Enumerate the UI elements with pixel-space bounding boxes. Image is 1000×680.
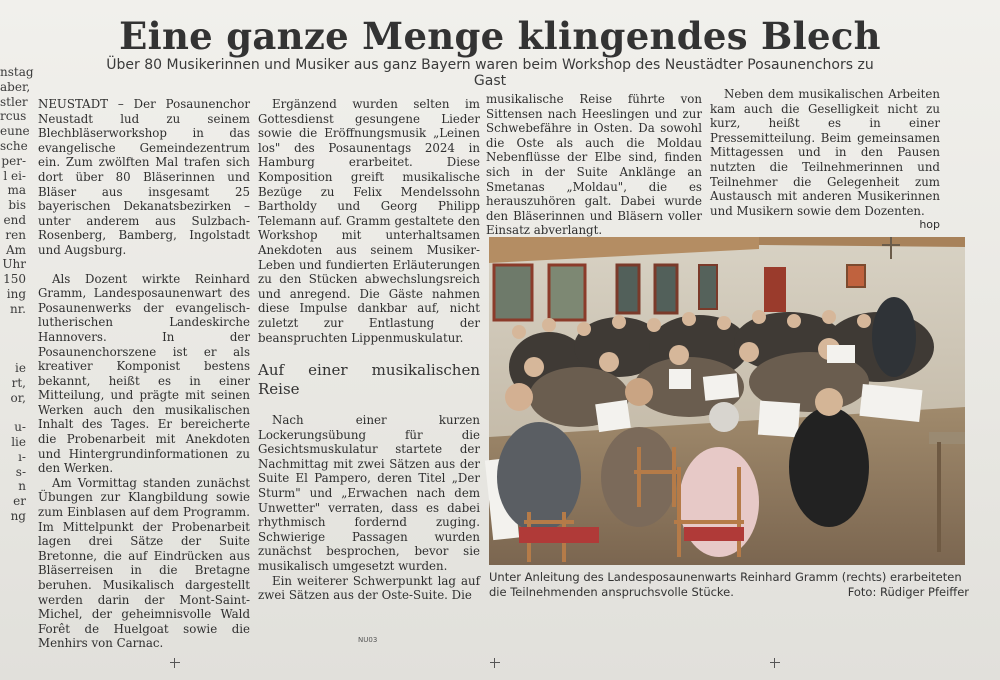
photo-credit: Foto: Rüdiger Pfeiffer (847, 585, 969, 599)
fragment-line (0, 405, 28, 420)
column-2 (258, 97, 480, 603)
fragment-line: or, (10, 390, 26, 405)
caption-text: Unter Anleitung des Landesposaunenwarts Reinhard Gramm (rechts) erarbeiteten die Teilnehmenden anspruchsvolle Stücke. (489, 570, 962, 599)
paragraph: Als Dozent wirkte Reinhard Gramm, Landesposaunenwart des Posaunenwerks der evangelisch-lutherischen Landeskirche Hannovers. In der Posaunenchorszene ist er als kreativer Komponist bestens bekannt, heißt es in einer Mitteilung, und prägte mit seinen Werken auch den musikalischen Inhalt des Tages. Er bereicherte die Probenarbeit mit Anekdoten und Hintergrundinformationen zu den Werken. (38, 271, 250, 476)
headline: Eine ganze Menge klingendes Blech (119, 14, 881, 58)
fragment-line: nr. (10, 301, 26, 316)
paragraph: NEUSTADT – Der Posaunenchor Neustadt lud zu seinem Blechbläserworkshop in das evangelische Gemeindezentrum ein. Zum zwölften Mal trafen sich dort über 80 Bläserinnen und Bläser aus insgesamt 25 bayerischen Dekanatsbezirken – unter anderem aus Sulzbach-Rosenberg, Bamberg, Ingolstadt und Augsburg. (38, 97, 250, 257)
fragment-line (0, 346, 28, 361)
fragment-line: stler (0, 94, 28, 109)
paragraph: Ein weiterer Schwerpunkt lag auf zwei Sätzen aus der Oste-Suite. Die (258, 573, 480, 603)
fragment-line: n (18, 479, 26, 494)
fragment-line: ı- (18, 449, 26, 464)
paragraph: musikalische Reise führte von Sittensen nach Heeslingen und zur Schwebefähre in Osten. Da sowohl die Oste als auch die Moldau Nebenflüsse der Elbe sind, finden sich in der Suite Anklänge an Smetanas „Moldau", die es herauszuhören galt. Dabei wurde den Bläserinnen und Bläsern voller Einsatz abverlangt. (486, 92, 702, 238)
fragment-line: l ei- (3, 168, 26, 183)
fragment-line: ie (15, 360, 26, 375)
registration-mark-icon (770, 658, 780, 668)
page-code: NU03 (358, 636, 378, 644)
fragment-line: u- (14, 420, 26, 435)
fragment-line: ing (6, 286, 26, 301)
subheadline: Über 80 Musikerinnen und Musiker aus ganz Bayern waren beim Workshop des Neustädter Posaunenchors zu Gast (106, 57, 874, 89)
section-subtitle: Auf einer musikalischen Reise (258, 361, 480, 399)
author-initials: hop (919, 218, 940, 232)
column-4 (710, 87, 940, 233)
fragment-line: Am (5, 242, 26, 257)
adjacent-article-fragment (0, 65, 34, 524)
fragment-line: ng (10, 508, 26, 523)
paragraph: Ergänzend wurden selten im Gottesdienst gesungene Lieder sowie die Eröffnungsmusik „Leinen los" des Posaunentags 2024 in Hamburg erarbeitet. Diese Komposition greift musikalische Bezüge zu Felix Mendelssohn Bartholdy und Georg Philipp Telemann auf. Gramm gestaltete den Workshop mit unterhaltsamen Anekdoten aus seinem Musiker-Leben und fundierten Erläuterungen zu den Stücken abwechslungsreich und anregend. Die Gäste nahmen diese Impulse dankbar auf, nicht zuletzt zur Entlastung der beanspruchten Lippenmuskulatur. (258, 97, 480, 345)
orchestra-photo (489, 237, 965, 565)
registration-mark-icon (170, 658, 180, 668)
column-1 (38, 97, 250, 651)
fragment-line: er (13, 494, 26, 509)
fragment-line: per- (1, 153, 26, 168)
fragment-line: sche (0, 138, 28, 153)
fragment-line: s- (15, 464, 26, 479)
fragment-line: nstag (0, 65, 34, 79)
fragment-line: lie (11, 434, 26, 449)
fragment-line: Uhr (2, 257, 26, 272)
photo-caption (489, 570, 969, 600)
orchestra-photo-illustration (489, 237, 965, 565)
paragraph: Neben dem musikalischen Arbeiten kam auch die Geselligkeit nicht zu kurz, heißt es in einer Pressemitteilung. Beim gemeinsamen Mittagessen und in den Pausen nutzten die Teilnehmerinnen und Teilnehmer die Gelegenheit zum Austausch mit anderen Musikerinnen und Musikern sowie dem Dozenten. (710, 87, 940, 218)
fragment-line: aber, (0, 79, 31, 94)
column-3 (486, 92, 702, 238)
fragment-line (0, 317, 28, 332)
fragment-line: ren (5, 227, 26, 242)
fragment-line: end (3, 212, 26, 227)
fragment-line: bis (8, 198, 26, 213)
fragment-line: rt, (11, 375, 26, 390)
fragment-line: rcus (0, 109, 27, 124)
registration-mark-icon (490, 658, 500, 668)
fragment-line: 150 (3, 272, 26, 287)
paragraph: Nach einer kurzen Lockerungsübung für die Gesichtsmuskulatur startete der Nachmittag mit zwei Sätzen aus der Suite El Pampero, deren Titel „Der Sturm" und „Erwachen nach dem Unwetter" verraten, dass es dabei rhythmisch fordernd zuging. Schwierige Passagen wurden zunächst besprochen, bevor sie musikalisch umgesetzt wurden. (258, 413, 480, 574)
paragraph: Am Vormittag standen zunächst Übungen zur Klangbildung sowie zum Einblasen auf dem Programm. Im Mittelpunkt der Probenarbeit lagen drei Sätze der Suite Bretonne, die auf Eindrücken aus Bläserreisen in die Bretagne beruhen. Musikalisch dargestellt werden darin der Mont-Saint-Michel, der geheimnisvolle Wald Forêt de Huelgoat sowie die Menhirs von Carnac. (38, 475, 250, 651)
fragment-line (0, 331, 28, 346)
fragment-line: eune (0, 124, 30, 139)
fragment-line: ma (7, 183, 26, 198)
